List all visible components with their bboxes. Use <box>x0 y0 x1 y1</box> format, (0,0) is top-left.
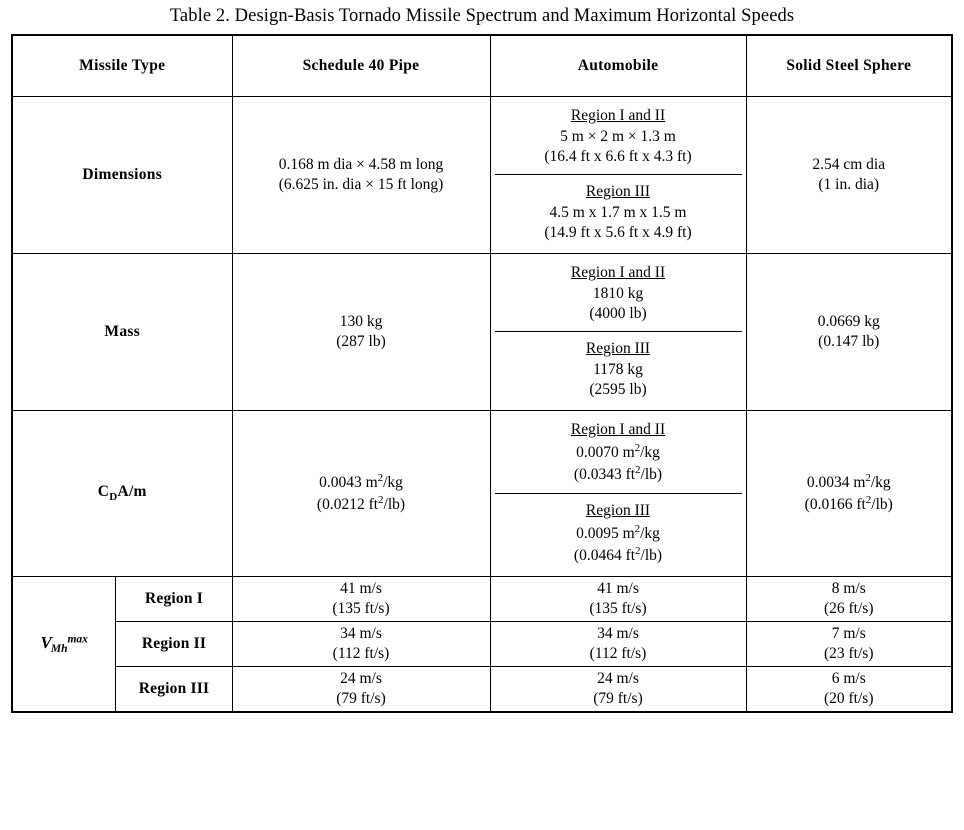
value-line <box>499 522 738 544</box>
row-label-mass: Mass <box>12 253 232 410</box>
value-line: 1810 kg <box>592 284 644 302</box>
value-line <box>237 493 486 515</box>
value-line: (20 ft/s) <box>823 690 874 708</box>
value-line: (79 ft/s) <box>593 690 643 708</box>
cell-mass-automobile <box>490 253 746 410</box>
value-unit: /lb) <box>640 546 663 564</box>
value-text: (0.0343 ft <box>573 465 636 483</box>
value-line: (112 ft/s) <box>332 644 390 662</box>
value-line <box>751 493 948 515</box>
table-row <box>12 253 952 410</box>
table-row <box>12 97 952 254</box>
value-line: (6.625 in. dia × 15 ft long) <box>278 175 444 193</box>
cell-cdam-sphere <box>746 410 952 576</box>
value-line: 4.5 m x 1.7 m x 1.5 m <box>549 204 687 222</box>
cell-speed-region-ii-automobile <box>490 621 746 666</box>
value-line: (135 ft/s) <box>589 599 647 617</box>
region-block-iii <box>495 331 742 407</box>
table-caption: Table 2. Design-Basis Tornado Missile Spectrum and Maximum Horizontal Speeds <box>169 6 795 26</box>
value-line: 6 m/s <box>831 670 866 688</box>
cell-cdam-automobile <box>490 410 746 576</box>
cda-m-pre: C <box>97 483 110 501</box>
cda-m-post: A/m <box>117 483 147 501</box>
value-line: (16.4 ft x 6.6 ft x 4.3 ft) <box>544 147 692 165</box>
cell-dimensions-pipe <box>232 97 490 254</box>
value-line: (23 ft/s) <box>823 644 874 662</box>
table-row <box>12 667 952 713</box>
value-line <box>499 463 738 485</box>
value-unit: /kg <box>640 443 660 461</box>
value-line: 8 m/s <box>831 579 866 597</box>
tornado-missile-spectrum-table <box>11 34 953 713</box>
value-text: (0.0464 ft <box>573 546 636 564</box>
cell-speed-region-i-automobile <box>490 576 746 621</box>
value-line <box>237 471 486 493</box>
value-line: (79 ft/s) <box>336 690 386 708</box>
value-unit: /kg <box>383 474 403 492</box>
region-block-i-and-ii <box>495 413 742 493</box>
value-line: 24 m/s <box>597 670 639 688</box>
vmh-superscript: max <box>67 633 88 646</box>
value-line: (112 ft/s) <box>589 644 647 662</box>
value-text: 0.0043 m <box>319 474 378 492</box>
sub-row-label-region-i: Region I <box>116 576 232 621</box>
sub-row-label-region-ii: Region II <box>116 621 232 666</box>
region-block-i-and-ii <box>495 256 742 331</box>
value-unit: /lb) <box>383 496 406 514</box>
value-line <box>499 441 738 463</box>
exponent: 2 <box>635 544 641 557</box>
value-line: 2.54 cm dia <box>812 156 886 174</box>
exponent: 2 <box>635 463 641 476</box>
value-line: 0.0669 kg <box>817 313 880 331</box>
row-label-cda-m <box>12 410 232 576</box>
value-line: 5 m × 2 m × 1.3 m <box>560 127 676 145</box>
exponent: 2 <box>865 494 872 507</box>
exponent: 2 <box>378 494 384 507</box>
table-row <box>12 576 952 621</box>
value-line: 7 m/s <box>831 624 866 642</box>
value-line: 24 m/s <box>340 670 382 688</box>
value-line: 41 m/s <box>597 579 639 597</box>
value-line: 1178 kg <box>593 361 643 379</box>
value-line: (2595 lb) <box>589 381 647 399</box>
region-block-iii <box>495 493 742 574</box>
value-line: (14.9 ft x 5.6 ft x 4.9 ft) <box>544 224 692 242</box>
vmh-symbol: V <box>40 632 52 652</box>
value-line: 0.168 m dia × 4.58 m long <box>278 156 444 174</box>
column-header-automobile: Automobile <box>490 35 746 97</box>
exponent: 2 <box>634 441 641 454</box>
value-line <box>751 471 948 493</box>
value-text: 0.0095 m <box>576 524 635 542</box>
value-line: (135 ft/s) <box>332 599 390 617</box>
value-unit: /kg <box>640 524 660 542</box>
table-row <box>12 621 952 666</box>
cell-speed-region-ii-sphere <box>746 621 952 666</box>
row-label-vmh-max <box>12 576 116 712</box>
row-label-dimensions: Dimensions <box>12 97 232 254</box>
cell-speed-region-iii-sphere <box>746 667 952 713</box>
column-header-solid-steel-sphere: Solid Steel Sphere <box>746 35 952 97</box>
region-label: Region I and II <box>570 107 666 124</box>
value-unit: /kg <box>870 474 891 492</box>
region-label: Region III <box>585 340 651 358</box>
region-label: Region I and II <box>570 263 666 281</box>
column-header-schedule-40-pipe: Schedule 40 Pipe <box>232 35 490 97</box>
region-label: Region I and II <box>570 420 666 438</box>
exponent: 2 <box>377 472 384 485</box>
value-line: 41 m/s <box>340 579 382 597</box>
cell-speed-region-i-pipe <box>232 576 490 621</box>
value-line: (26 ft/s) <box>823 599 874 617</box>
cell-cdam-pipe <box>232 410 490 576</box>
cell-mass-sphere <box>746 253 952 410</box>
table-header-row <box>12 35 952 97</box>
cell-dimensions-sphere <box>746 97 952 254</box>
cda-m-subscript: D <box>109 491 118 504</box>
value-line: 34 m/s <box>597 624 639 642</box>
cell-speed-region-i-sphere <box>746 576 952 621</box>
cell-mass-pipe <box>232 253 490 410</box>
cell-dimensions-automobile <box>490 97 746 254</box>
value-text: 0.0034 m <box>806 474 866 492</box>
value-text: (0.0166 ft <box>804 496 866 514</box>
value-line: (1 in. dia) <box>818 175 880 193</box>
value-text: (0.0212 ft <box>316 496 379 514</box>
value-text: 0.0070 m <box>576 443 635 461</box>
exponent: 2 <box>865 472 871 485</box>
region-label: Region III <box>585 501 651 519</box>
cell-speed-region-iii-automobile <box>490 667 746 713</box>
exponent: 2 <box>634 522 641 535</box>
region-block-iii <box>495 174 742 250</box>
sub-row-label-region-iii: Region III <box>116 667 232 713</box>
column-header-missile-type: Missile Type <box>12 35 232 97</box>
cell-speed-region-ii-pipe <box>232 621 490 666</box>
region-label: Region III <box>585 183 651 201</box>
region-block-i-and-ii <box>495 99 742 174</box>
value-line: (4000 lb) <box>589 304 647 322</box>
value-unit: /lb) <box>871 496 893 514</box>
value-line: 34 m/s <box>340 624 382 642</box>
cell-speed-region-iii-pipe <box>232 667 490 713</box>
value-line: (287 lb) <box>336 332 386 350</box>
value-line: (0.147 lb) <box>818 332 880 350</box>
value-unit: /lb) <box>640 465 663 483</box>
vmh-subscript: Mh <box>50 642 68 655</box>
value-line <box>499 544 738 566</box>
table-row <box>12 410 952 576</box>
value-line: 130 kg <box>339 313 383 331</box>
